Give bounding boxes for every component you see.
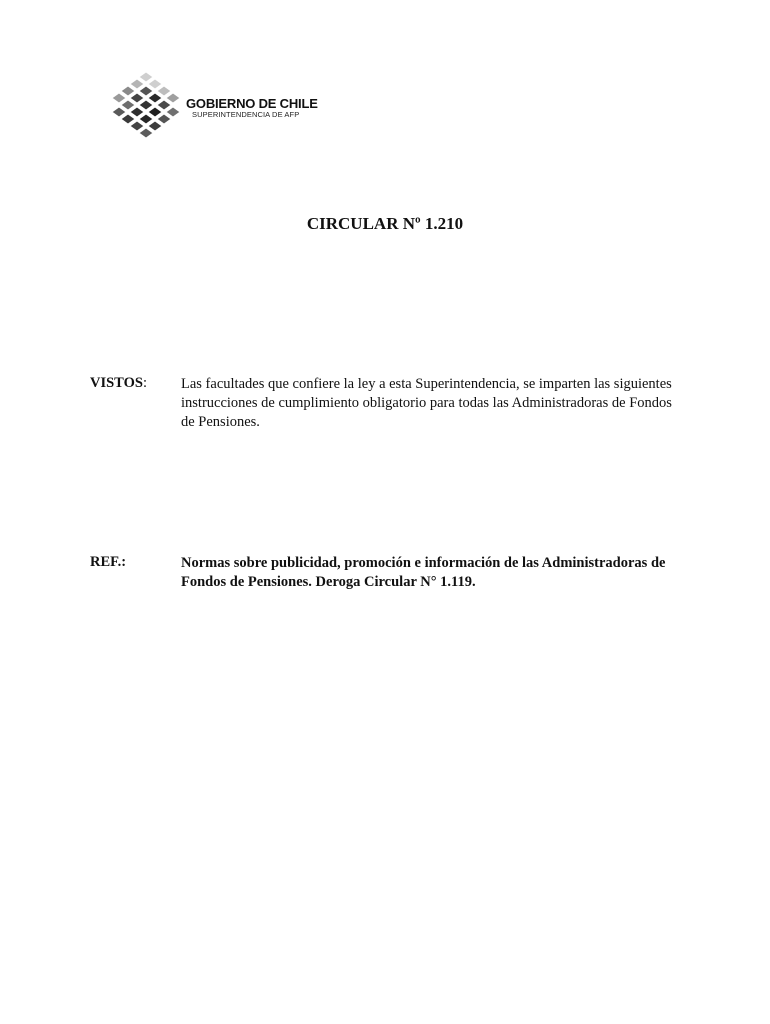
logo [106, 70, 318, 144]
ref-line: Normas sobre publicidad, promoción e información de las Administradoras de [181, 555, 666, 571]
vistos-line: Las facultades que confiere la ley a esta Superintendencia, se imparten las siguientes [181, 376, 672, 392]
vistos-label-suffix: : [142, 375, 147, 391]
logo-subtitle: SUPERINTENDENCIA DE AFP [192, 110, 300, 119]
vistos-label-text: VISTOS [90, 375, 143, 391]
vistos-line: instrucciones de cumplimiento obligatorio para todas las Administradoras de Fondos [181, 395, 672, 411]
ref-paragraph [181, 554, 681, 592]
logo-title: GOBIERNO DE CHILE [186, 96, 318, 111]
vistos-label [90, 375, 147, 392]
ref-label: REF.: [90, 554, 127, 570]
page-title: CIRCULAR Nº 1.210 [306, 214, 464, 233]
ref-line: Fondos de Pensiones. Deroga Circular N° 1.119. [181, 574, 476, 590]
logo-emblem-icon [106, 70, 186, 144]
vistos-paragraph [181, 375, 681, 432]
vistos-line: de Pensiones. [181, 414, 260, 430]
